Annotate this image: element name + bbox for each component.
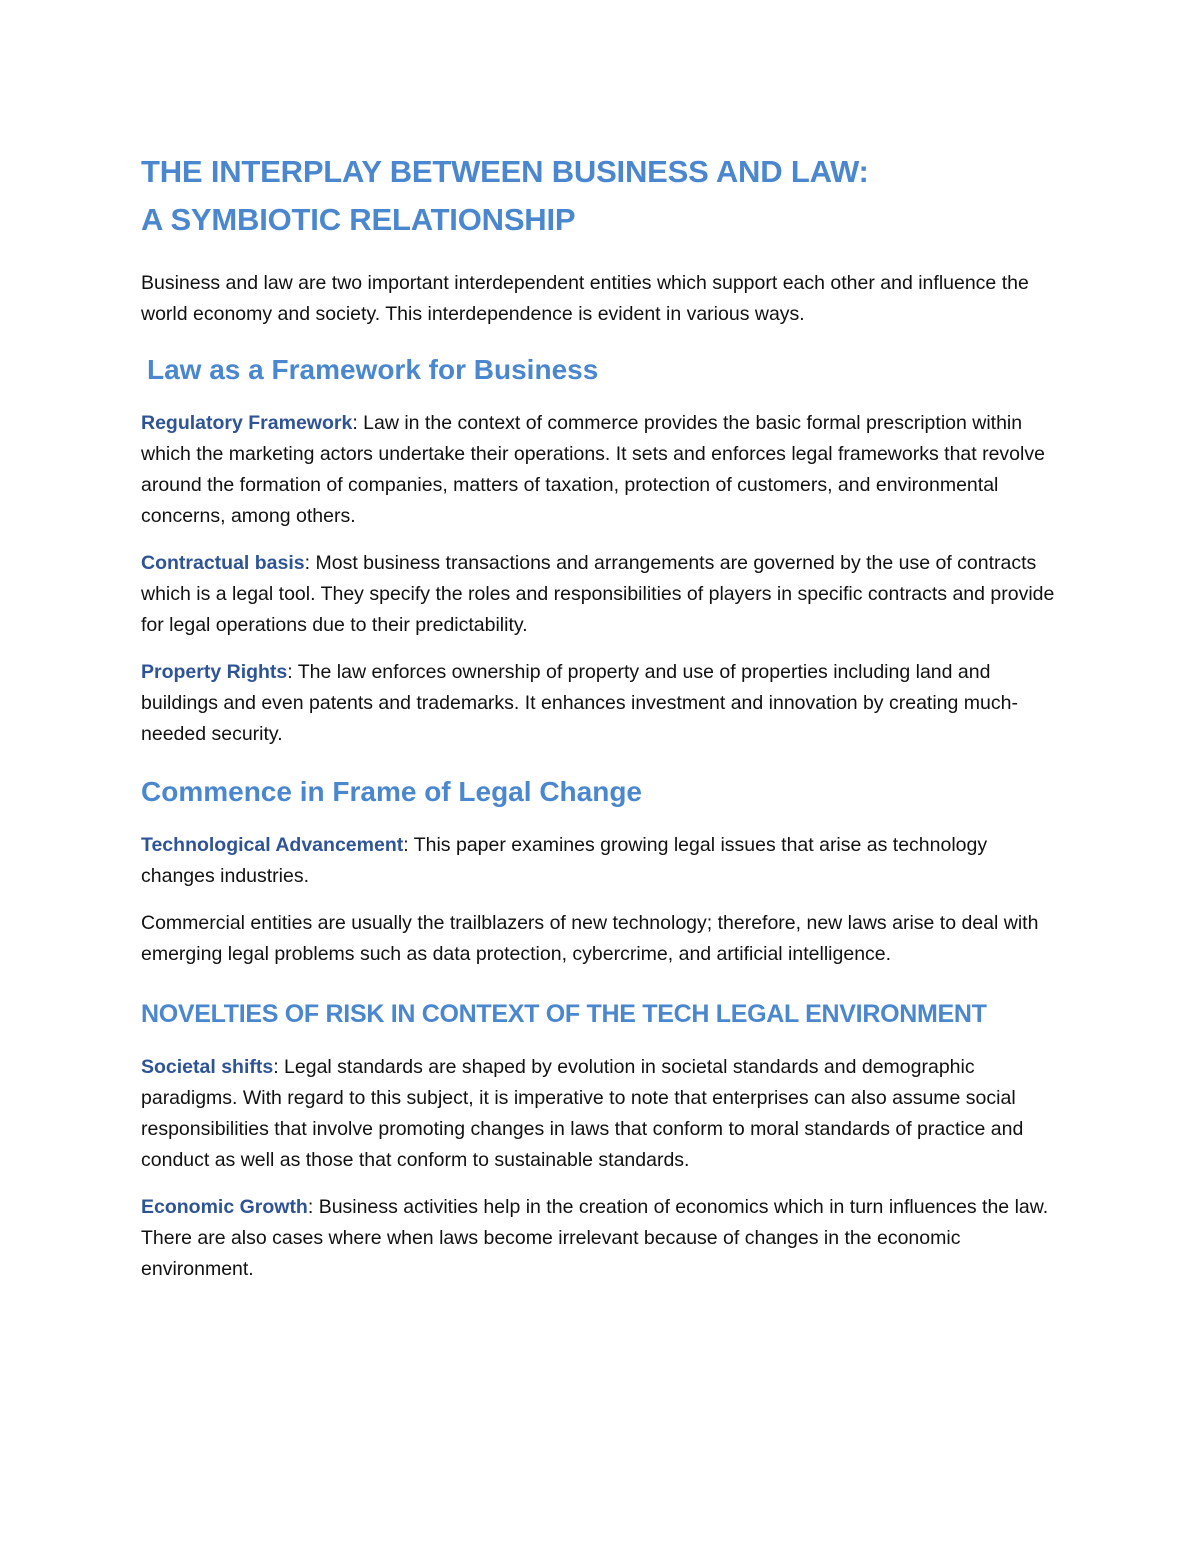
term-contractual-basis: Contractual basis [141, 552, 305, 574]
text-contractual-basis: : Most business transactions and arrangements are governed by the use of contracts which is a legal tool. They specify the roles and responsibilities of players in specific contracts and provide for legal operations due to their predictability. [141, 552, 1055, 636]
paragraph-economic-growth [141, 1192, 1066, 1285]
term-societal-shifts: Societal shifts [141, 1056, 274, 1078]
paragraph-contractual-basis [141, 548, 1066, 641]
text-property-rights: : The law enforces ownership of property and use of properties including land and buildings and even patents and trademarks. It enhances investment and innovation by creating much-needed security. [141, 661, 1018, 745]
title-line-2: A SYMBIOTIC RELATIONSHIP [141, 202, 576, 237]
text-economic-growth: : Business activities help in the creation of economics which in turn influences the law. There are also cases where when laws become irrelevant because of changes in the economic environment. [141, 1196, 1049, 1280]
paragraph-regulatory-framework [141, 408, 1066, 532]
title-line-1: THE INTERPLAY BETWEEN BUSINESS AND LAW: [141, 154, 869, 189]
term-economic-growth: Economic Growth [141, 1196, 308, 1218]
document-title [141, 148, 1066, 244]
term-regulatory-framework: Regulatory Framework [141, 412, 353, 434]
paragraph-societal-shifts [141, 1052, 1066, 1176]
section-heading-law-framework: Law as a Framework for Business [147, 354, 599, 385]
section-heading-novelties-of-risk: NOVELTIES OF RISK IN CONTEXT OF THE TECH LEGAL ENVIRONMENT [141, 1000, 987, 1028]
paragraph-property-rights [141, 657, 1066, 750]
text-regulatory-framework: : Law in the context of commerce provides the basic formal prescription within which the marketing actors undertake their operations. It sets and enforces legal frameworks that revolve around the formation of companies, matters of taxation, protection of customers, and environmental concerns, among others. [141, 412, 1045, 527]
section-heading-legal-change: Commence in Frame of Legal Change [141, 776, 642, 807]
text-technological-advancement: : This paper examines growing legal issues that arise as technology changes industries. [141, 834, 988, 887]
paragraph-technological-advancement [141, 830, 1066, 892]
document-body [141, 148, 1066, 1285]
term-property-rights: Property Rights [141, 661, 288, 683]
intro-paragraph: Business and law are two important interdependent entities which support each other and influence the world economy and society. This interdependence is evident in various ways. [141, 272, 1029, 325]
term-technological-advancement: Technological Advancement [141, 834, 404, 856]
text-societal-shifts: : Legal standards are shaped by evolution in societal standards and demographic paradigms. With regard to this subject, it is imperative to note that enterprises can also assume social responsibilities that involve promoting changes in laws that conform to moral standards of practice and conduct as well as those that conform to sustainable standards. [141, 1056, 1024, 1171]
paragraph-commercial-entities: Commercial entities are usually the trailblazers of new technology; therefore, new laws arise to deal with emerging legal problems such as data protection, cybercrime, and artificial intelligence. [141, 912, 1039, 965]
